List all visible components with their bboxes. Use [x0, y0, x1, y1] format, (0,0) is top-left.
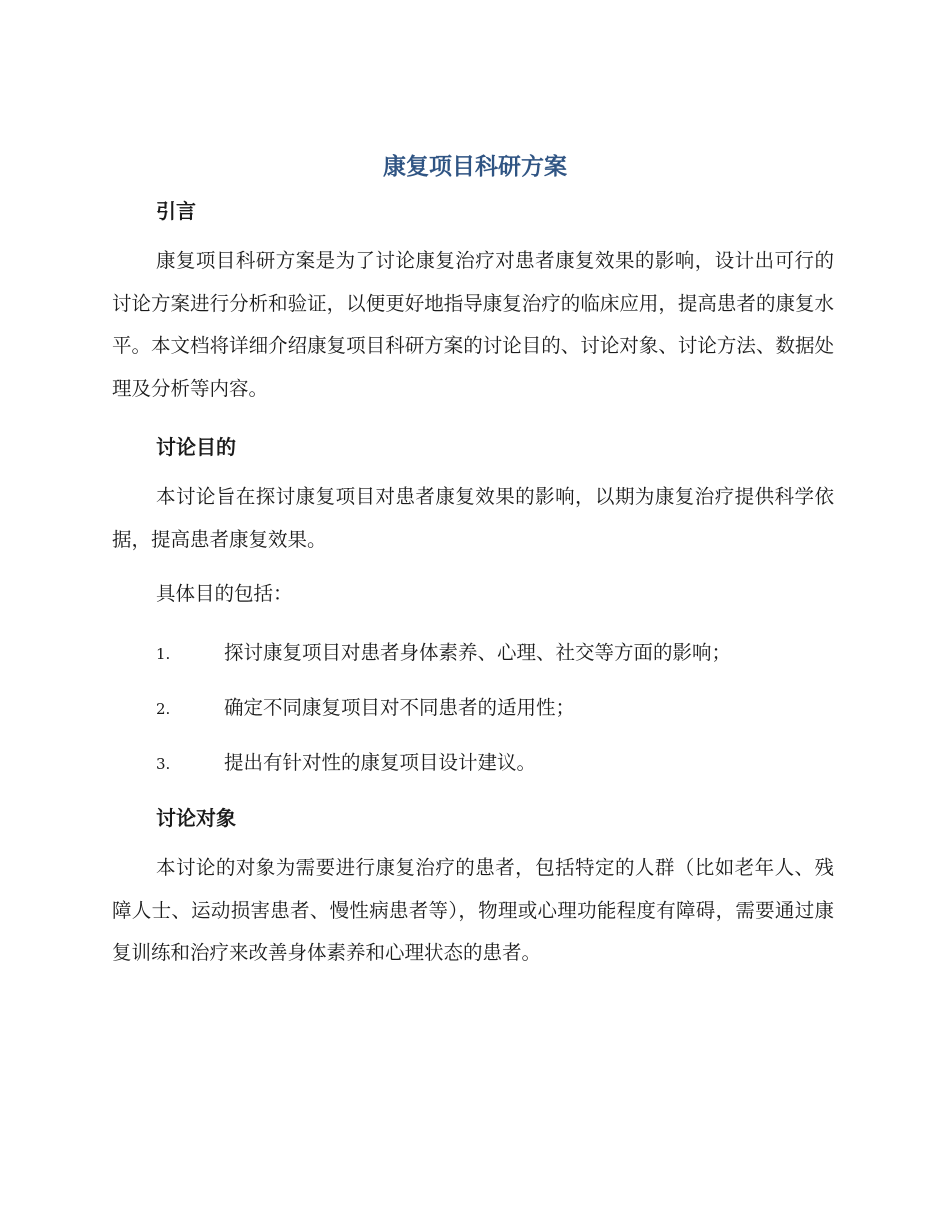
list-item: [156, 637, 836, 665]
subjects-paragraph: 本讨论的对象为需要进行康复治疗的患者，包括特定的人群（比如老年人、残障人士、运动损害患者、慢性病患者等），物理或心理功能程度有障碍，需要通过康复训练和治疗来改善身体素养和心理状态的患者。: [112, 856, 834, 964]
purpose-heading: 讨论目的: [156, 435, 236, 459]
list-item: [156, 692, 836, 720]
list-item-number: 2.: [156, 700, 171, 718]
list-item-text: 探讨康复项目对患者身体素养、心理、社交等方面的影响；: [224, 641, 732, 664]
intro-heading: 引言: [156, 199, 196, 223]
list-item-text: 确定不同康复项目对不同患者的适用性；: [224, 696, 576, 719]
list-item-text: 提出有针对性的康复项目设计建议。: [224, 751, 537, 774]
list-item-number: 3.: [156, 755, 171, 773]
subjects-heading: 讨论对象: [156, 806, 236, 830]
purpose-paragraph: 本讨论旨在探讨康复项目对患者康复效果的影响，以期为康复治疗提供科学依据，提高患者康复效果。: [112, 485, 834, 551]
purpose-list-intro: 具体目的包括：: [156, 582, 293, 605]
list-item: [156, 747, 836, 775]
document-title: 康复项目科研方案: [383, 154, 567, 180]
list-item-number: 1.: [156, 645, 171, 663]
intro-paragraph: 康复项目科研方案是为了讨论康复治疗对患者康复效果的影响，设计出可行的讨论方案进行分析和验证，以便更好地指导康复治疗的临床应用，提高患者的康复水平。本文档将详细介绍康复项目科研方案的讨论目的、讨论对象、讨论方法、数据处理及分析等内容。: [112, 249, 834, 400]
